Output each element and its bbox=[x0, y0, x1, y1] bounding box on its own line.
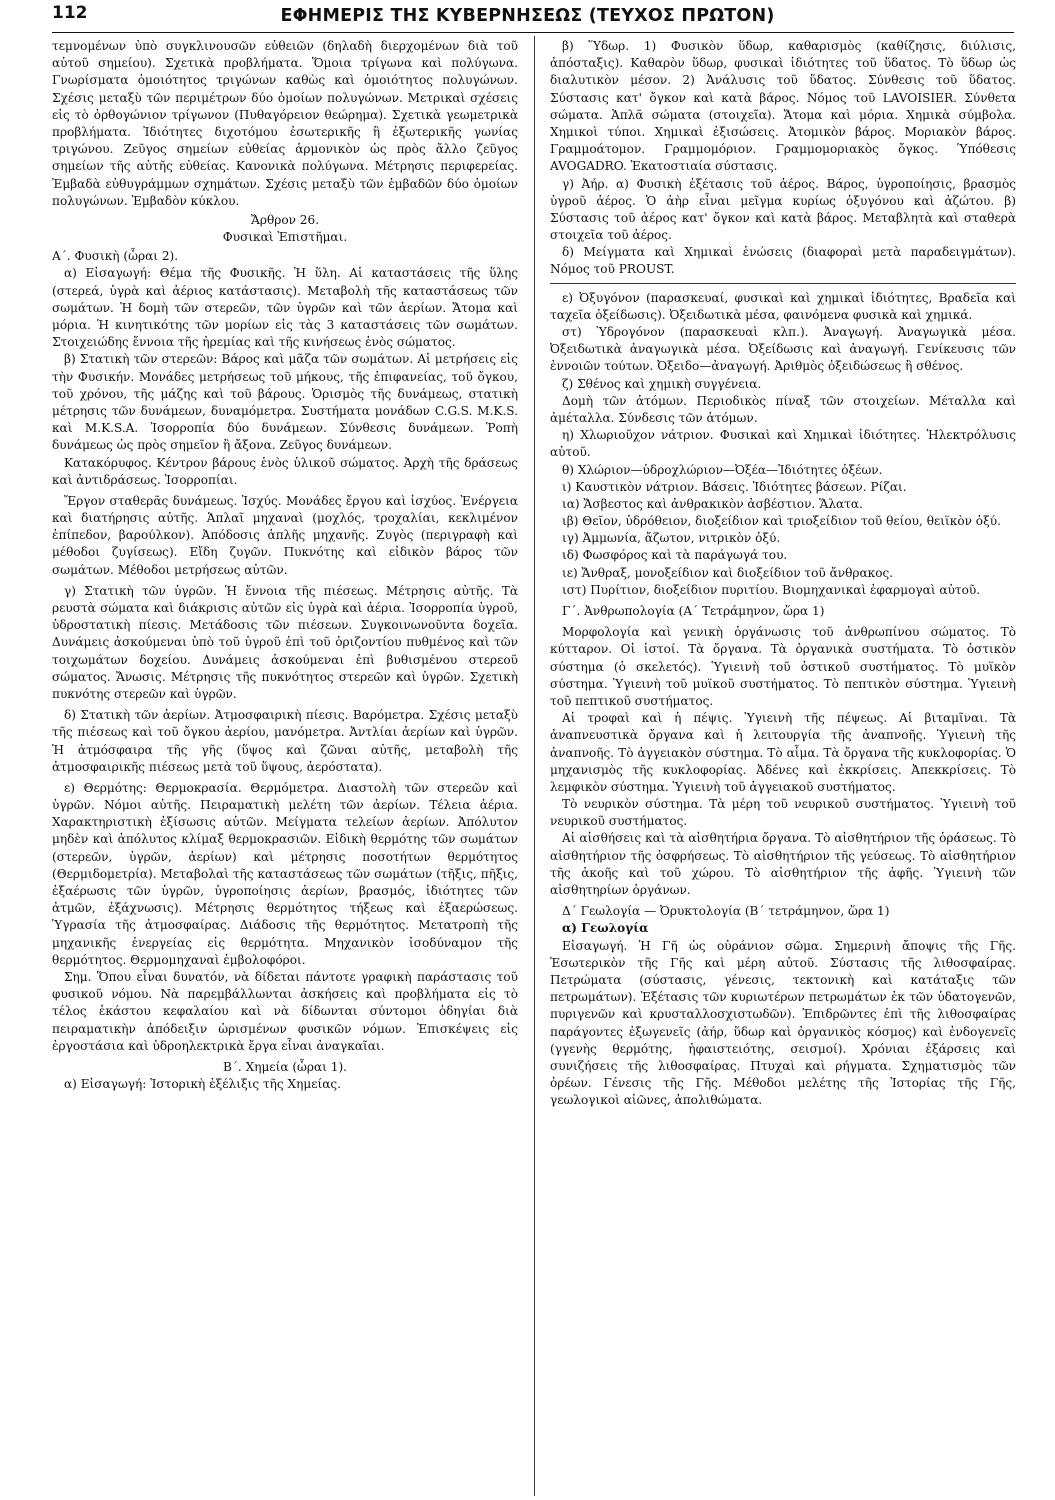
left-column bbox=[52, 38, 518, 1498]
paragraph-senses: Αἱ αἰσθήσεις καὶ τὰ αἰσθητήρια ὄργανα. Τὸ αἰσθητήριον τῆς ὁράσεως. Τὸ αἰσθητήριον τῆς ὀσφρήσεως. Τὸ αἰσθητήριον τῆς γεύσεως. Τὸ αἰσθητήριον τῆς ἀκοῆς καὶ τοῦ χώρου. Τὸ αἰσθητήριον τῆς ἁφῆς. Ὑγιεινὴ τῶν αἰσθητηρίων ὀργάνων. bbox=[550, 831, 1016, 897]
paragraph-geology: Εἰσαγωγή. Ἡ Γῆ ὡς οὐράνιον σῶμα. Σημερινὴ ἄποψις τῆς Γῆς. Ἐσωτερικὸν τῆς Γῆς καὶ μέρη αὐτοῦ. Σύστασις τῆς λιθοσφαίρας. Πετρώματα (σύστασις, γένεσις, τεκτονικὴ καὶ κατάταξις τῶν πετρωμάτων). Ἐξέτασις τῶν κυριωτέρων πετρωμάτων ἐκ τῶν ὑδατογενῶν, πυριγενῶν καὶ κρυσταλλοσχιστωδῶν). Ἐπιδρῶντες ἐπὶ τῆς λιθοσφαίρας παράγοντες ἐξωγενεῖς (ἀήρ, ὕδωρ καὶ ὀργανικὸς κόσμος) καὶ ἐνδογενεῖς (γγενὴς θερμότης, ἡφαιστειότης, σεισμοί). Χρόνιαι ἐξάρσεις καὶ συνιζήσεις τῆς λιθοσφαίρας. Πτυχαὶ καὶ ρήγματα. Σχηματισμὸς τῶν ὀρέων. Γένεσις τῆς Γῆς. Μέθοδοι μελέτης τῆς Ἱστορίας τῆς Γῆς, γεωλογικοὶ αἰῶνες, ἀπολιθώματα. bbox=[550, 938, 1016, 1108]
header-rule bbox=[52, 32, 1014, 33]
paragraph-chlorine: θ) Χλώριον—ὑδροχλώριον—Ὀξέα—Ἰδιότητες ὀξέων. bbox=[562, 462, 883, 477]
paragraph-work-energy: Ἔργον σταθερᾶς δυνάμεως. Ἰσχύς. Μονάδες ἔργου καὶ ἰσχύος. Ἐνέργεια καὶ διατήρησις αὐτῆς. Ἁπλαῖ μηχαναὶ (μοχλός, τροχαλίαι, κεκλιμένον ἐπίπεδον, βαρούλκον). Ἀπόδοσις ἁπλῆς μηχανῆς. Ζυγὸς (περιγραφὴ καὶ μέθοδοι ζυγίσεως). Εἴδη ζυγῶν. Πυκνότης καὶ εἰδικὸν βάρος τῶν σωμάτων. Μέθοδοι μετρήσεως αὐτῶν. bbox=[52, 493, 518, 577]
section-anthropology-heading: Γ΄. Ἀνθρωπολογία (Α΄ Τετράμηνον, ὥρα 1) bbox=[562, 604, 825, 618]
section-chemistry-heading: Β΄. Χημεία (ὧραι 1). bbox=[222, 1059, 348, 1074]
paragraph-carbon: ιε) Ἄνθραξ, μονοξείδιον καὶ διοξείδιον τοῦ ἄνθρακος. bbox=[562, 565, 894, 580]
paragraph-air: γ) Ἀήρ. α) Φυσικὴ ἐξέτασις τοῦ ἀέρος. Βάρος, ὑγροποίησις, βρασμὸς ὑγροῦ ἀέρος. Ὁ ἀὴρ εἶναι μεῖγμα κυρίως ὀξυγόνου καὶ ἀζώτου. β) Σύστασις τοῦ ἀέρος κατ' ὄγκον καὶ κατὰ βάρος. Μεταβλητὰ καὶ σταθερὰ στοιχεῖα τοῦ ἀέρος. bbox=[550, 176, 1016, 243]
section-physics-heading: Α΄. Φυσικὴ (ὧραι 2). bbox=[52, 249, 179, 264]
paragraph-silicon: ιστ) Πυρίτιον, διοξείδιον πυριτίου. Βιομηχανικαὶ ἐφαρμογαὶ αὐτοῦ. bbox=[562, 582, 981, 597]
paragraph-caustic-soda: ι) Καυστικὸν νάτριον. Βάσεις. Ἰδιότητες βάσεων. Ρίζαι. bbox=[562, 479, 907, 494]
column-divider bbox=[534, 36, 535, 1496]
paragraph-sulfur: ιβ) Θεῖον, ὑδρόθειον, διοξείδιον καὶ τριοξείδιον τοῦ θείου, θειϊκὸν ὀξύ. bbox=[562, 514, 1001, 529]
running-head: ΕΦΗΜΕΡΙΣ ΤΗΣ ΚΥΒΕΡΝΗΣΕΩΣ (ΤΕΥΧΟΣ ΠΡΩΤΟΝ) bbox=[280, 6, 775, 26]
paragraph-ammonia: ιγ) Ἀμμωνία, ἄζωτον, νιτρικὸν ὀξύ. bbox=[562, 531, 781, 546]
paragraph-statics-gases: δ) Στατικὴ τῶν ἀερίων. Ἀτμοσφαιρικὴ πίεσις. Βαρόμετρα. Σχέσις μεταξὺ τῆς πιέσεως καὶ τοῦ ὄγκου ἀερίου, μανόμετρα. Ἀντλίαι ἀερίων καὶ ὑγρῶν. Ἡ ἀτμόσφαιρα τῆς γῆς (ὕψος καὶ ζῶναι αὐτῆς, μεταβολὴ τῆς ἀτμοσφαιρικῆς πιέσεως μετὰ τοῦ ὕψους, ἀερόστατα). bbox=[52, 708, 518, 774]
paragraph-chemistry-intro: α) Εἰσαγωγή: Ἱστορικὴ ἐξέλιξις τῆς Χημείας. bbox=[64, 1077, 342, 1092]
section-geology-heading: Δ΄ Γεωλογία — Ὀρυκτολογία (Β΄ τετράμηνον, ὥρα 1) bbox=[562, 904, 890, 919]
article-heading: Ἄρθρον 26. bbox=[250, 212, 320, 227]
paragraph-atomic-structure: Δομὴ τῶν ἀτόμων. Περιοδικὸς πίναξ τῶν στοιχείων. Μέταλλα καὶ ἀμέταλλα. Σύνδεσις τῶν ἀτόμων. bbox=[550, 393, 1016, 425]
paragraph-phosphorus: ιδ) Φωσφόρος καὶ τὰ παράγωγά του. bbox=[562, 548, 788, 563]
paragraph-physics-intro: α) Εἰσαγωγή: Θέμα τῆς Φυσικῆς. Ἡ ὕλη. Αἱ καταστάσεις τῆς ὕλης (στερεά, ὑγρὰ καὶ ἀέριος κατάστασις). Μεταβολὴ τῆς καταστάσεως τῶν σωμάτων. Ἡ δομὴ τῶν στερεῶν, τῶν ὑγρῶν καὶ τῶν ἀερίων. Ἄτομα καὶ μόρια. Ἡ κινητικότης τῶν μορίων εἰς τὰς 3 καταστάσεις τῶν σωμάτων. Στοιχειώδης ἔννοια τῆς ἠρεμίας καὶ τῆς κινήσεως ἑνὸς σώματος. bbox=[52, 266, 518, 350]
paragraph-note: Σημ. Ὅπου εἶναι δυνατόν, νὰ δίδεται πάντοτε γραφικὴ παράστασις τοῦ φυσικοῦ νόμου. Νὰ παρεμβάλλωνται ἀσκήσεις καὶ προβλήματα εἰς τὸ τέλος ἑκάστου κεφαλαίου καὶ νὰ δίδωνται σύντομοι ὁδηγίαι διὰ πειραματικὴν ἀπόδειξιν ὡρισμένων φυσικῶν νόμων. Ἐπισκέψεις εἰς ἐργοστάσια καὶ ὑδροηλεκτρικὰ ἔργα εἶναι ἀναγκαῖαι. bbox=[52, 969, 518, 1053]
paragraph-hydrogen: στ) Ὑδρογόνον (παρασκευαὶ κλπ.). Ἀναγωγή. Ἀναγωγικὰ μέσα. Ὀξειδωτικὰ ἀναγωγικὰ μέσα. Ὀξείδωσις καὶ ἀναγωγή. Γενίκευσις τῶν ἐννοιῶν τούτων. Ὀξειδο—ἀναγωγή. Ἀριθμὸς ὀξειδώσεως ἢ σθένος. bbox=[550, 325, 1016, 374]
paragraph-center-of-gravity: Κατακόρυφος. Κέντρον βάρους ἑνὸς ὑλικοῦ σώματος. Ἀρχὴ τῆς δράσεως καὶ ἀντιδράσεως. Ἰσορροπίαι. bbox=[52, 455, 518, 487]
paragraph-nervous-system: Τὸ νευρικὸν σύστημα. Τὰ μέρη τοῦ νευρικοῦ συστήματος. Ὑγιεινὴ τοῦ νευρικοῦ συστήματος. bbox=[550, 797, 1016, 829]
section-rule bbox=[550, 283, 1016, 284]
paragraph-geometry-cont: τεμνομένων ὑπὸ συγκλινουσῶν εὐθειῶν (δηλαδὴ διερχομένων διὰ τοῦ αὐτοῦ σημείου). Σχετικὰ προβλήματα. Ὅμοια τρίγωνα καὶ πολύγωνα. Γνωρίσματα ὁμοιότητος τριγώνων καθὼς καὶ ὁμοιότητος πολυγώνων. Σχέσις μεταξὺ τῶν περιμέτρων δύο ὁμοίων πολυγώνων. Μετρικαὶ σχέσεις εἰς τὸ ὀρθογώνιον τρίγωνον (Πυθαγόρειον θεώρημα). Σχετικὰ γεωμετρικὰ προβλήματα. Ἰδιότητες διχοτόμου ἐσωτερικῆς ἢ ἐξωτερικῆς γωνίας τριγώνου. Ζεῦγος σημείων εὐθείας ἁρμονικὸν ὡς πρὸς ἄλλο ζεῦγος σημείων τῆς αὐτῆς εὐθείας. Κανονικὰ πολύγωνα. Μέτρησις περιφερείας. Ἐμβαδὰ εὐθυγράμμων σχημάτων. Σχέσις μεταξὺ τῶν ἐμβαδῶν δύο ὁμοίων πολυγώνων. Ἐμβαδὸν κύκλου. bbox=[52, 39, 518, 208]
paragraph-mixtures: δ) Μείγματα καὶ Χημικαὶ ἑνώσεις (διαφοραὶ μετὰ παραδειγμάτων). Νόμος τοῦ PROUST. bbox=[550, 245, 1016, 277]
paragraph-heat: ε) Θερμότης: Θερμοκρασία. Θερμόμετρα. Διαστολὴ τῶν στερεῶν καὶ ὑγρῶν. Νόμοι αὐτῆς. Πειραματικὴ μελέτη τῶν ἀερίων. Τέλεια ἀέρια. Χαρακτηριστικὴ ἐξίσωσις αὐτῶν. Μείγματα τελείων ἀερίων. Ἀπόλυτον μηδὲν καὶ ἀπόλυτος κλίμαξ θερμοκρασιῶν. Εἰδικὴ θερμότης τῶν σωμάτων (στερεῶν, ὑγρῶν, ἀερίων) καὶ μέτρησις ποσοτήτων θερμότητος (Θερμιδομετρία). Μεταβολαὶ τῆς καταστάσεως τῶν σωμάτων (τῆξις, πῆξις, ἐξαέρωσις τῶν ὑγρῶν, ὑγροποίησις ἀερίων, βρασμός, ἰδιότητες τῶν ἀτμῶν, ἐξάχνωσις). Μέτρησις θερμότητος τήξεως καὶ ἐξαερώσεως. Ὑγρασία τῆς ἀτμοσφαίρας. Διάδοσις τῆς θερμότητος. Μετατροπὴ τῆς μηχανικῆς ἐνεργείας εἰς θερμότητα. Μηχανικὸν ἰσοδύναμον τῆς θερμότητος. Θερμομηχαναὶ ἐμβολοφόροι. bbox=[52, 780, 518, 967]
paragraph-water: β) Ὕδωρ. 1) Φυσικὸν ὕδωρ, καθαρισμὸς (καθίζησις, διύλισις, ἀπόσταξις). Καθαρὸν ὕδωρ, φυσικαὶ ἰδιότητες τοῦ ὕδατος. Τὸ ὕδωρ ὡς διαλυτικὸν μέσον. 2) Ἀνάλυσις τοῦ ὕδατος. Σύνθεσις τοῦ ὕδατος. Σύστασις κατ' ὄγκον καὶ κατὰ βάρος. Νόμος τοῦ LAVOISIER. Σύνθετα σώματα. Ἁπλᾶ σώματα (στοιχεῖα). Ἄτομα καὶ μόρια. Χημικὰ σύμβολα. Χημικοὶ τύποι. Χημικαὶ ἐξισώσεις. Ἀτομικὸν βάρος. Μοριακὸν βάρος. Γραμμοάτομον. Γραμμομόριον. Γραμμομοριακὸς ὄγκος. Ὑπόθεσις AVOGADRO. Ἑκατοστιαία σύστασις. bbox=[550, 39, 1016, 174]
article-subtitle: Φυσικαὶ Ἐπιστῆμαι. bbox=[222, 230, 348, 245]
page-number: 112 bbox=[52, 3, 88, 23]
paragraph-nutrition: Αἱ τροφαὶ καὶ ἡ πέψις. Ὑγιεινὴ τῆς πέψεως. Αἱ βιταμῖναι. Τὰ ἀναπνευστικὰ ὄργανα καὶ ἡ λειτουργία τῆς ἀναπνοῆς. Ὑγιεινὴ τῆς ἀναπνοῆς. Τὸ ἀγγειακὸν σύστημα. Τὸ αἷμα. Τὰ ὄργανα τῆς κυκλοφορίας. Ὁ μηχανισμὸς τῆς κυκλοφορίας. Ἀδένες καὶ ἐκκρίσεις. Ἀπεκκρίσεις. Τὸ λεμφικὸν σύστημα. Ὑγιεινὴ τοῦ ἀγγειακοῦ συστήματος. bbox=[550, 711, 1016, 794]
subsection-geology-heading: α) Γεωλογία bbox=[562, 921, 649, 936]
paragraph-statics-liquids: γ) Στατικὴ τῶν ὑγρῶν. Ἡ ἔννοια τῆς πιέσεως. Μέτρησις αὐτῆς. Τὰ ρευστὰ σώματα καὶ διάκρισις αὐτῶν εἰς ὑγρὰ καὶ ἀέρια. Ἰσορροπία ὑγροῦ, ὑδροστατικὴ πίεσις. Μετάδοσις τῶν πιέσεων. Συγκοινωνοῦντα δοχεῖα. Δυνάμεις ἀσκούμεναι ὑπὸ τοῦ ὑγροῦ ἐπὶ τοῦ ὁριζοντίου πυθμένος καὶ τῶν τοιχωμάτων δοχείου. Δυνάμεις ἀσκούμεναι ἐπὶ βυθισμένου στερεοῦ σώματος. Ἄνωσις. Μέτρησις τῆς πυκνότητος στερεῶν καὶ ὑγρῶν. Σχετικὴ πυκνότης στερεῶν καὶ ὑγρῶν. bbox=[52, 583, 518, 701]
paragraph-oxygen: ε) Ὀξυγόνον (παρασκευαί, φυσικαὶ καὶ χημικαὶ ἰδιότητες, Βραδεῖα καὶ ταχεῖα ὀξείδωσις). Ὀξειδωτικὰ μέσα, φαινόμενα φυσικὰ καὶ χημικά. bbox=[550, 290, 1016, 322]
paragraph-sodium-chloride: η) Χλωριοῦχον νάτριον. Φυσικαὶ καὶ Χημικαὶ ἰδιότητες. Ἠλεκτρόλυσις αὐτοῦ. bbox=[550, 428, 1016, 460]
paragraph-lime: ια) Ἄσβεστος καὶ ἀνθρακικὸν ἀσβέστιον. Ἅλατα. bbox=[562, 496, 863, 511]
paragraph-morphology: Μορφολογία καὶ γενικὴ ὀργάνωσις τοῦ ἀνθρωπίνου σώματος. Τὸ κύτταρον. Οἱ ἱστοί. Τὰ ὄργανα. Τὰ ὀργανικὰ συστήματα. Τὸ ὀστικὸν σύστημα (ὁ σκελετός). Ὑγιεινὴ τοῦ ὀστικοῦ συστήματος. Τὸ μυϊκὸν σύστημα. Ὑγιεινὴ τοῦ μυϊκοῦ συστήματος. Τὸ πεπτικὸν σύστημα. Ὑγιεινὴ τοῦ πεπτικοῦ συστήματος. bbox=[550, 625, 1016, 708]
paragraph-valence: ζ) Σθένος καὶ χημικὴ συγγένεια. bbox=[562, 376, 762, 391]
paragraph-statics-solids: β) Στατικὴ τῶν στερεῶν: Βάρος καὶ μᾶζα τῶν σωμάτων. Αἱ μετρήσεις εἰς τὴν Φυσικήν. Μονάδες μετρήσεως τοῦ μήκους, τῆς ἐπιφανείας, τοῦ ὄγκου, τοῦ χρόνου, τῆς μάζης καὶ τοῦ βάρους. Ὁρισμὸς τῆς δυνάμεως, στατικὴ μέτρησις τῶν δυνάμεων, δυναμόμετρα. Συστήματα μονάδων C.G.S. M.K.S. καὶ M.K.S.A. Ἰσορροπία δύο δυνάμεων. Σύνθεσις δυνάμεων. Ῥοπὴ δυνάμεως ὡς πρὸς σημεῖον ἢ ἄξονα. Ζεῦγος δυνάμεων. bbox=[52, 352, 518, 453]
right-column bbox=[550, 38, 1016, 1498]
